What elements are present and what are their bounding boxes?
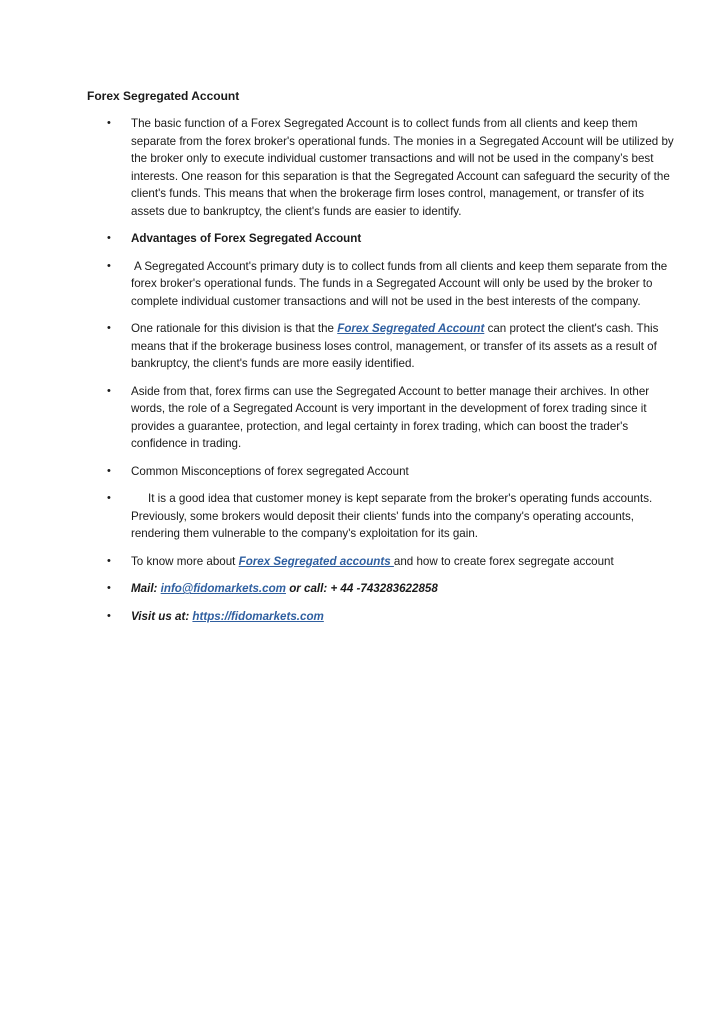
list-item	[87, 320, 679, 373]
bullet-icon: •	[107, 554, 111, 567]
forex-segregated-account-link[interactable]: Forex Segregated Account	[337, 322, 485, 335]
bullet-icon: •	[107, 384, 111, 397]
bullet-icon: •	[107, 609, 111, 622]
bullet-icon: •	[107, 259, 111, 272]
mail-label: Mail:	[131, 582, 161, 595]
paragraph-text: The basic function of a Forex Segregated Account is to collect funds from all clients and keep them separate from the forex broker's operational funds. The monies in a Segregated Account will be utilized by the broker only to execute individual customer transactions and will not be used in the company’s best interests. One reason for this separation is that the Segregated Account can safeguard the security of the client's funds. This means that when the brokerage firm loses control, management, or transfer of its assets due to bankruptcy, the client's funds are easier to identify.	[131, 117, 674, 218]
paragraph-text: A Segregated Account's primary duty is to collect funds from all clients and keep them separate from the forex broker's operational funds. The funds in a Segregated Account will only be used by the broker to complete individual customer transactions and will not be used in the best interests of the company.	[131, 259, 668, 308]
list-item	[87, 383, 679, 453]
section-heading: Advantages of Forex Segregated Account	[131, 232, 362, 245]
phone-text: or call: + 44 -743283622858	[285, 582, 438, 595]
forex-segregated-accounts-link[interactable]: Forex Segregated accounts	[238, 554, 394, 568]
bullet-list	[87, 115, 679, 625]
paragraph-text-start: To know more about	[131, 554, 239, 568]
paragraph-text: Common Misconceptions of forex segregated Account	[131, 464, 409, 478]
bullet-icon: •	[107, 322, 111, 334]
list-item	[87, 580, 679, 598]
visit-label: Visit us at:	[131, 609, 193, 623]
paragraph-text: Aside from that, forex firms can use the Segregated Account to better manage their archives. In other words, the role of a Segregated Account is very important in the development of forex trading since it provides a guarantee, protection, and legal certainty in forex trading, which can boost the trader's confidence in trading.	[131, 384, 650, 450]
bullet-icon: •	[107, 464, 111, 477]
bullet-icon: •	[107, 232, 111, 244]
list-item	[87, 258, 679, 311]
list-item	[87, 608, 679, 626]
paragraph-text-end: can protect the client's cash. This means that if the brokerage business loses control, management, or transfer of its assets as a result of bankruptcy, the client's funds are more easily identified.	[131, 322, 659, 370]
document-title: Forex Segregated Account	[87, 89, 240, 103]
bullet-icon: •	[107, 117, 111, 129]
paragraph-text-end: and how to create forex segregate account	[393, 554, 614, 568]
list-item	[87, 553, 679, 571]
email-link[interactable]: info@fidomarkets.com	[160, 582, 286, 595]
list-item	[87, 463, 679, 481]
website-link[interactable]: https://fidomarkets.com	[192, 609, 324, 623]
bullet-icon: •	[107, 492, 111, 504]
list-item	[87, 490, 679, 543]
paragraph-text: It is a good idea that customer money is kept separate from the broker's operating funds accounts. Previously, some brokers would deposit their clients' funds into the company's operating accounts, rendering them vulnerable to the company's exploitation for its gain.	[131, 492, 653, 540]
list-item	[87, 230, 679, 248]
paragraph-text-start: One rationale for this division is that the	[131, 322, 338, 335]
bullet-icon: •	[107, 582, 111, 594]
list-item	[87, 115, 679, 220]
